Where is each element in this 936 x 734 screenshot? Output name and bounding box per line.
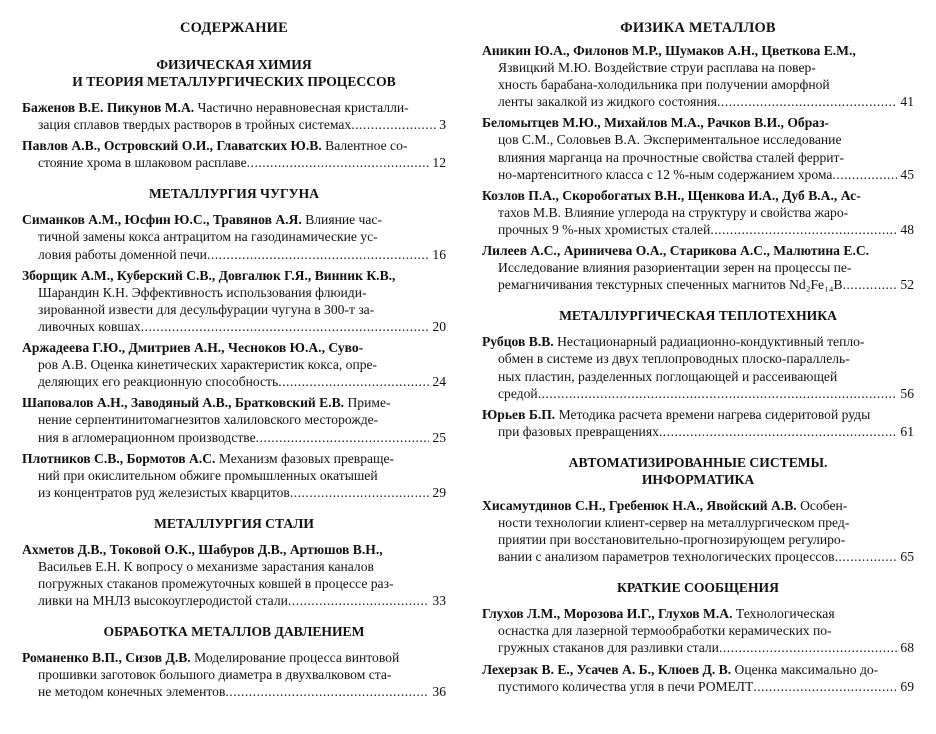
- entry-last-line: [22, 683, 446, 700]
- entry-authors: Хисамутдинов С.Н., Гребенюк Н.А., Явойский А.В.: [482, 497, 797, 513]
- dot-leader: [659, 423, 898, 440]
- page-number: 52: [900, 277, 914, 293]
- dot-leader: [843, 276, 898, 293]
- page-number: 24: [432, 374, 446, 390]
- dot-leader: [835, 548, 898, 565]
- dot-leader: [278, 373, 429, 390]
- entry-first-line: [482, 242, 914, 259]
- entry-authors: Козлов П.А., Скоробогатых В.Н., Щенкова И.А., Дуб В.А., Ас-: [482, 187, 861, 203]
- entry-last-line: [22, 116, 446, 133]
- entry-last-line: [22, 318, 446, 335]
- page-number: 12: [432, 155, 446, 171]
- dot-leader: [351, 116, 436, 133]
- entry-title-line: оснастка для лазерной термообработки керамических по-: [498, 623, 832, 639]
- entry-authors: Лилеев А.С., Ариничева О.А., Старикова А.С., Малютина Е.С.: [482, 243, 870, 259]
- entry-title-line: ливочных ковшах: [38, 318, 141, 334]
- entry-last-line: [482, 385, 914, 402]
- toc-entry: [22, 137, 446, 171]
- entry-title-line: Оценка максимально до-: [734, 661, 879, 677]
- entry-authors: Шаповалов А.Н., Заводяный А.В., Братковский Е.В.: [22, 395, 345, 411]
- entry-authors: Рубцов В.В.: [482, 334, 554, 350]
- entry-last-line: [482, 93, 914, 110]
- entry-title-line: ных пластин, разделенных поглощающей и рассеивающей: [498, 368, 838, 384]
- page-number: 16: [432, 246, 446, 262]
- entry-title-line: зация сплавов твердых растворов в тройных системах: [38, 117, 352, 133]
- page-number: 69: [900, 678, 914, 694]
- toc-entry: [482, 333, 914, 401]
- entry-authors: Юрьев Б.П.: [482, 406, 556, 422]
- entry-title-line: хность барабана-холодильника при получении аморфной: [498, 77, 830, 93]
- dot-leader: [256, 429, 430, 446]
- contents-heading: ФИЗИКА МЕТАЛЛОВ: [620, 20, 776, 36]
- page-number: 29: [432, 484, 446, 500]
- page-number: 48: [900, 221, 914, 237]
- toc-right-column: [482, 0, 914, 699]
- entry-last-line: [22, 592, 446, 609]
- dot-leader: [207, 246, 429, 263]
- page-number: 20: [432, 318, 446, 334]
- entry-title-line: Моделирование процесса винтовой: [194, 650, 400, 666]
- entry-authors: Глухов Л.М., Морозова И.Г., Глухов М.А.: [482, 606, 733, 622]
- section-heading-line: АВТОМАТИЗИРОВАННЫЕ СИСТЕМЫ.: [568, 454, 828, 470]
- entry-first-line: [22, 267, 446, 284]
- section-heading-line: МЕТАЛЛУРГИЯ СТАЛИ: [154, 515, 314, 531]
- toc-entry: [22, 649, 446, 700]
- entry-title-line: ний при окислительном обжиге промышленных окатышей: [38, 467, 378, 483]
- toc-entry: [22, 394, 446, 445]
- entry-first-line: [22, 649, 446, 666]
- entry-authors: Лехерзак В. Е., Усачев А. Б., Клюев Д. В.: [482, 661, 732, 677]
- entry-last-line: [482, 639, 914, 656]
- toc-entry: [22, 211, 446, 262]
- entry-title-line: ния в агломерационном производстве: [38, 429, 256, 445]
- entry-authors: Ахметов Д.В., Токовой О.К., Шабуров Д.В., Артюшов В.Н.,: [22, 541, 383, 557]
- toc-entry: [482, 242, 914, 293]
- entry-first-line: [482, 605, 914, 622]
- entry-title-line: погружных стаканов промежуточных ковшей в процессе раз-: [38, 576, 394, 592]
- entry-first-line: [22, 339, 446, 356]
- toc-entry: [22, 99, 446, 133]
- dot-leader: [832, 166, 897, 183]
- section-heading-line: И ТЕОРИЯ МЕТАЛЛУРГИЧЕСКИХ ПРОЦЕССОВ: [72, 74, 396, 89]
- entry-title-line: из концентратов руд железистых кварцитов: [38, 484, 290, 500]
- entry-title-line: деляющих его реакционную способность: [38, 374, 279, 390]
- entry-title-line: Язвицкий М.Ю. Воздействие струи расплава на повер-: [498, 60, 816, 76]
- entry-last-line: [22, 373, 446, 390]
- entry-title-line: пустимого количества угля в печи РОМЕЛТ: [498, 678, 754, 694]
- entry-title-line: не методом конечных элементов: [38, 684, 226, 700]
- entry-title-line: Методика расчета времени нагрева сидеритовой руды: [558, 406, 871, 422]
- entry-title-line: Влияние час-: [305, 212, 382, 228]
- entry-title-line: цов С.М., Соловьев В.А. Экспериментальное исследование: [498, 132, 842, 148]
- page-number: 36: [432, 684, 446, 700]
- entry-last-line: [22, 429, 446, 446]
- entry-authors: Баженов В.Е. Пикунов М.А.: [22, 100, 195, 115]
- page-number: 61: [900, 423, 914, 439]
- dot-leader: [225, 683, 429, 700]
- dot-leader: [288, 592, 430, 609]
- entry-title-line: Валентное со-: [325, 138, 408, 154]
- dot-leader: [290, 484, 430, 501]
- toc-entry: [22, 450, 446, 501]
- section-heading: [22, 623, 446, 640]
- entry-title-line: влияния марганца на прочностные свойства сталей феррит-: [498, 149, 845, 165]
- entry-last-line: [22, 154, 446, 171]
- entry-title-line: но-мартенситного класса с 12 %-ным содержанием хрома: [498, 166, 833, 182]
- entry-first-line: [22, 394, 446, 411]
- entry-authors: Аржадеева Г.Ю., Дмитриев А.Н., Чесноков Ю.А., Суво-: [22, 340, 364, 356]
- page-number: 3: [439, 117, 446, 133]
- toc-entry: [482, 42, 914, 110]
- section-heading: [482, 307, 914, 324]
- entry-title-line: Особен-: [800, 497, 848, 513]
- toc-entry: [482, 114, 914, 182]
- entry-last-line: [482, 221, 914, 238]
- entry-title-line: зированной извести для десульфурации чугуна в 300-т за-: [38, 301, 375, 317]
- entry-title-line: ленты закалкой из жидкого состояния: [498, 94, 718, 110]
- entry-first-line: [482, 114, 914, 131]
- entry-title-line: ности технологии клиент-сервер на металлургическом пред-: [498, 514, 850, 530]
- entry-last-line: [482, 166, 914, 183]
- section-heading-line: ФИЗИЧЕСКАЯ ХИМИЯ: [156, 57, 312, 72]
- section-heading-line: ИНФОРМАТИКА: [641, 471, 755, 487]
- entry-title-line: ров А.В. Оценка кинетических характеристик кокса, опре-: [38, 357, 378, 373]
- entry-title-line: средой: [498, 385, 538, 401]
- section-heading: [22, 515, 446, 532]
- entry-authors: Плотников С.В., Бормотов А.С.: [22, 450, 216, 466]
- entry-title-line: Приме-: [347, 395, 391, 411]
- entry-title-line: прочных 9 %-ных хромистых сталей: [498, 221, 711, 237]
- section-heading-line: МЕТАЛЛУРГИЯ ЧУГУНА: [148, 186, 320, 202]
- entry-authors: Павлов А.В., Островский О.И., Главатских Ю.В.: [22, 138, 322, 154]
- dot-leader: [538, 385, 898, 402]
- entry-first-line: [482, 42, 914, 59]
- entry-first-line: [22, 211, 446, 228]
- entry-title-line: ливки на МНЛЗ высокоуглеродистой стали: [38, 593, 288, 609]
- entry-title-line: ремагничивания текстурных спеченных магнитов Nd₂Fe₁₄B: [498, 277, 843, 293]
- toc-entry: [482, 406, 914, 440]
- entry-title-line: Исследование влияния разориентации зерен на процессы пе-: [498, 260, 852, 276]
- page-number: 45: [900, 166, 914, 182]
- entry-first-line: [22, 99, 446, 116]
- toc-entry: [482, 605, 914, 656]
- dot-leader: [247, 154, 430, 171]
- page-number: 56: [900, 385, 914, 401]
- entry-first-line: [482, 187, 914, 204]
- page-number: 33: [432, 593, 446, 609]
- entry-last-line: [482, 548, 914, 565]
- entry-first-line: [482, 333, 914, 350]
- entry-first-line: [482, 406, 914, 423]
- entry-last-line: [482, 423, 914, 440]
- section-heading-line: КРАТКИЕ СООБЩЕНИЯ: [617, 580, 779, 596]
- section-heading-line: МЕТАЛЛУРГИЧЕСКАЯ ТЕПЛОТЕХНИКА: [559, 308, 837, 324]
- entry-last-line: [22, 246, 446, 263]
- entry-title-line: обмен в системе из двух теплопроводных плоско-параллель-: [498, 351, 850, 367]
- toc-entry: [22, 541, 446, 609]
- entry-title-line: тичной замены кокса антрацитом на газодинамические ус-: [38, 229, 378, 245]
- entry-first-line: [482, 661, 914, 678]
- entry-title-line: тахов М.В. Влияние углерода на структуру и свойства жаро-: [498, 204, 849, 220]
- toc-entry: [22, 339, 446, 390]
- entry-title-line: Технологическая: [735, 606, 835, 622]
- entry-first-line: [22, 450, 446, 467]
- entry-authors: Аникин Ю.А., Филонов М.Р., Шумаков А.Н., Цветкова Е.М.,: [482, 43, 856, 58]
- entry-authors: Романенко В.П., Сизов Д.В.: [22, 650, 191, 666]
- entry-first-line: [482, 497, 914, 514]
- entry-title-line: гружных стаканов для разливки стали: [498, 640, 719, 656]
- entry-title-line: Частично неравновесная кристалли-: [197, 100, 409, 115]
- toc-entry: [482, 497, 914, 565]
- entry-title-line: Нестационарный радиационно-кондуктивный тепло-: [557, 334, 865, 350]
- toc-entry: [22, 267, 446, 335]
- dot-leader: [141, 318, 430, 335]
- contents-heading: СОДЕРЖАНИЕ: [179, 20, 289, 36]
- entry-title-line: вании с анализом параметров технологических процессов: [498, 549, 835, 565]
- entry-title-line: Механизм фазовых превраще-: [218, 450, 395, 466]
- entry-title-line: Шарандин К.Н. Эффективность использования флюиди-: [38, 284, 367, 300]
- toc-entry: [482, 661, 914, 695]
- entry-authors: Беломытцев М.Ю., Михайлов М.А., Рачков В.И., Образ-: [482, 115, 830, 131]
- dot-leader: [710, 221, 897, 238]
- entry-authors: Симанков А.М., Юсфин Ю.С., Травянов А.Я.: [22, 212, 302, 228]
- entry-first-line: [22, 137, 446, 154]
- entry-authors: Зборщик А.М., Куберский С.В., Довгалюк Г.Я., Винник К.В.,: [22, 267, 396, 283]
- section-heading: [22, 185, 446, 202]
- page-number: 65: [900, 549, 914, 565]
- page-number: 41: [900, 94, 914, 110]
- entry-last-line: [482, 678, 914, 695]
- entry-first-line: [22, 541, 446, 558]
- entry-title-line: стояние хрома в шлаковом расплаве: [38, 155, 247, 171]
- entry-title-line: ловия работы доменной печи: [38, 246, 207, 262]
- entry-title-line: при фазовых превращениях: [498, 423, 659, 439]
- entry-last-line: [482, 276, 914, 293]
- dot-leader: [719, 639, 897, 656]
- entry-title-line: нение серпентинитомагнезитов халиловского месторожде-: [38, 412, 379, 428]
- toc-entry: [482, 187, 914, 238]
- dot-leader: [753, 678, 897, 695]
- section-heading-line: ОБРАБОТКА МЕТАЛЛОВ ДАВЛЕНИЕМ: [103, 624, 365, 640]
- page-number: 68: [900, 640, 914, 656]
- entry-title-line: Васильев Е.Н. К вопросу о механизме зарастания каналов: [38, 558, 374, 574]
- entry-title-line: прошивки заготовок большого диаметра в двухвалковом ста-: [38, 667, 392, 683]
- entry-title-line: приятии при восстановительно-прогнозирующем регулиро-: [498, 532, 846, 548]
- section-heading: [482, 579, 914, 596]
- dot-leader: [717, 93, 897, 110]
- section-heading: [482, 454, 914, 488]
- section-heading: [22, 56, 446, 90]
- toc-left-column: [22, 0, 446, 705]
- page-number: 25: [432, 429, 446, 445]
- entry-last-line: [22, 484, 446, 501]
